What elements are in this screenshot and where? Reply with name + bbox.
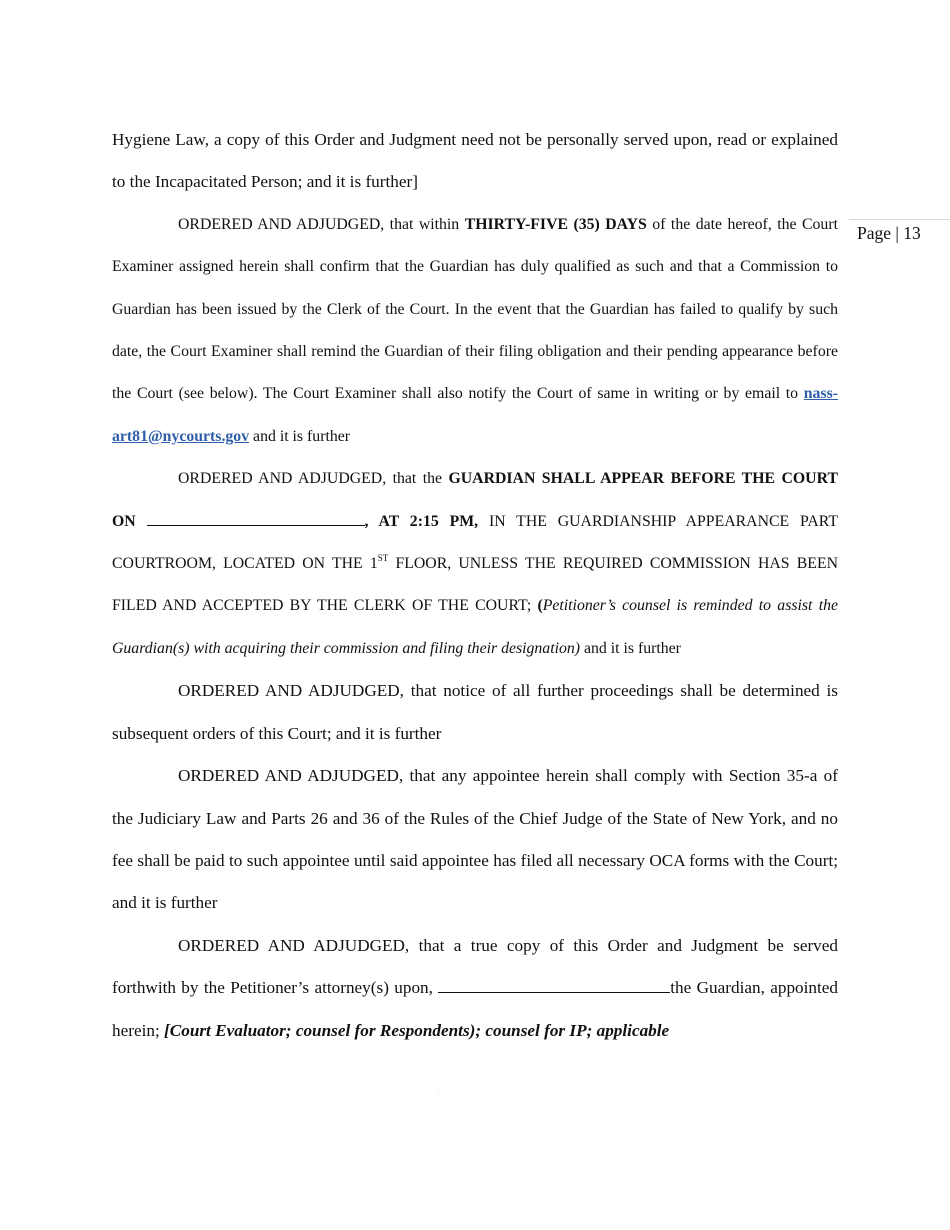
ordinal-suffix: ST <box>377 553 389 564</box>
guardian-blank-line <box>438 974 670 993</box>
further-text: and it is further <box>580 639 681 657</box>
paragraph-hygiene-law <box>112 119 838 204</box>
courtroom-text: IN THE GUARDIANSHIP APPEARANCE PART COURTROOM, LOCATED ON THE 1 <box>112 512 838 573</box>
ordered-text: ORDERED AND ADJUDGED, that a true copy of this Order and Judgment be served forthwith by the Petitioner’s attorney(s) upon, <box>112 935 838 998</box>
date-blank-line <box>147 507 365 526</box>
paragraph-true-copy <box>112 925 838 1052</box>
page-number: Page | 13 <box>849 219 950 244</box>
paragraph-guardian-appear <box>112 458 838 670</box>
guardian-text: the Guardian, appointed herein; <box>112 978 838 1040</box>
paragraph-appointee <box>112 755 838 925</box>
paragraph-text: ORDERED AND ADJUDGED, that any appointee herein shall comply with Section 35-a of the Judiciary Law and Parts 26 and 36 of the Rules of the Chief Judge of the State of New York, and no fee shall be paid to such appointee until said appointee has filed all necessary OCA forms with the Court; and it is further <box>112 766 838 913</box>
court-examiner-text: of the date hereof, the Court Examiner assigned herein shall confirm that the Guardian has duly qualified as such and that a Commission to Guardian has been issued by the Clerk of the Court. In the event that the Guardian has failed to qualify by such date, the Court Examiner shall remind the Guardian of their filing obligation and their pending appearance before the Court (see below). The Court Examiner shall also notify the Court of same in writing or by email to <box>112 215 838 403</box>
commission-text: FLOOR, UNLESS THE REQUIRED COMMISSION HAS BEEN FILED AND ACCEPTED BY THE CLERK OF THE COURT; <box>112 555 838 615</box>
email-link[interactable]: nass-art81@nycourts.gov <box>112 385 838 445</box>
paragraph-notice <box>112 670 838 755</box>
paragraph-text: Hygiene Law, a copy of this Order and Judgment need not be personally served upon, read or explained to the Incapacitated Person; and it is further] <box>112 130 838 192</box>
service-list-text: [Court Evaluator; counsel for Respondents); counsel for IP; applicable <box>164 1020 670 1040</box>
appear-heading-text: GUARDIAN SHALL APPEAR BEFORE THE COURT ON <box>112 470 838 530</box>
page-cut-mark: · <box>437 1089 439 1095</box>
counsel-reminder-text: Petitioner’s counsel is reminded to assist the Guardian(s) with acquiring their commission and filing their designation) <box>112 597 838 657</box>
ordered-text: ORDERED AND ADJUDGED, that within <box>178 215 465 233</box>
time-text: , AT 2:15 PM, <box>364 512 479 530</box>
paragraph-text: ORDERED AND ADJUDGED, that notice of all further proceedings shall be determined is subsequent orders of this Court; and it is further <box>112 681 838 743</box>
document-body <box>112 119 838 1052</box>
ordered-text: ORDERED AND ADJUDGED, that the <box>178 470 449 488</box>
further-text: and it is further <box>249 427 351 445</box>
open-paren: ( <box>537 597 543 615</box>
deadline-text: THIRTY-FIVE (35) DAYS <box>464 215 647 233</box>
paragraph-thirty-five-days <box>112 204 838 458</box>
